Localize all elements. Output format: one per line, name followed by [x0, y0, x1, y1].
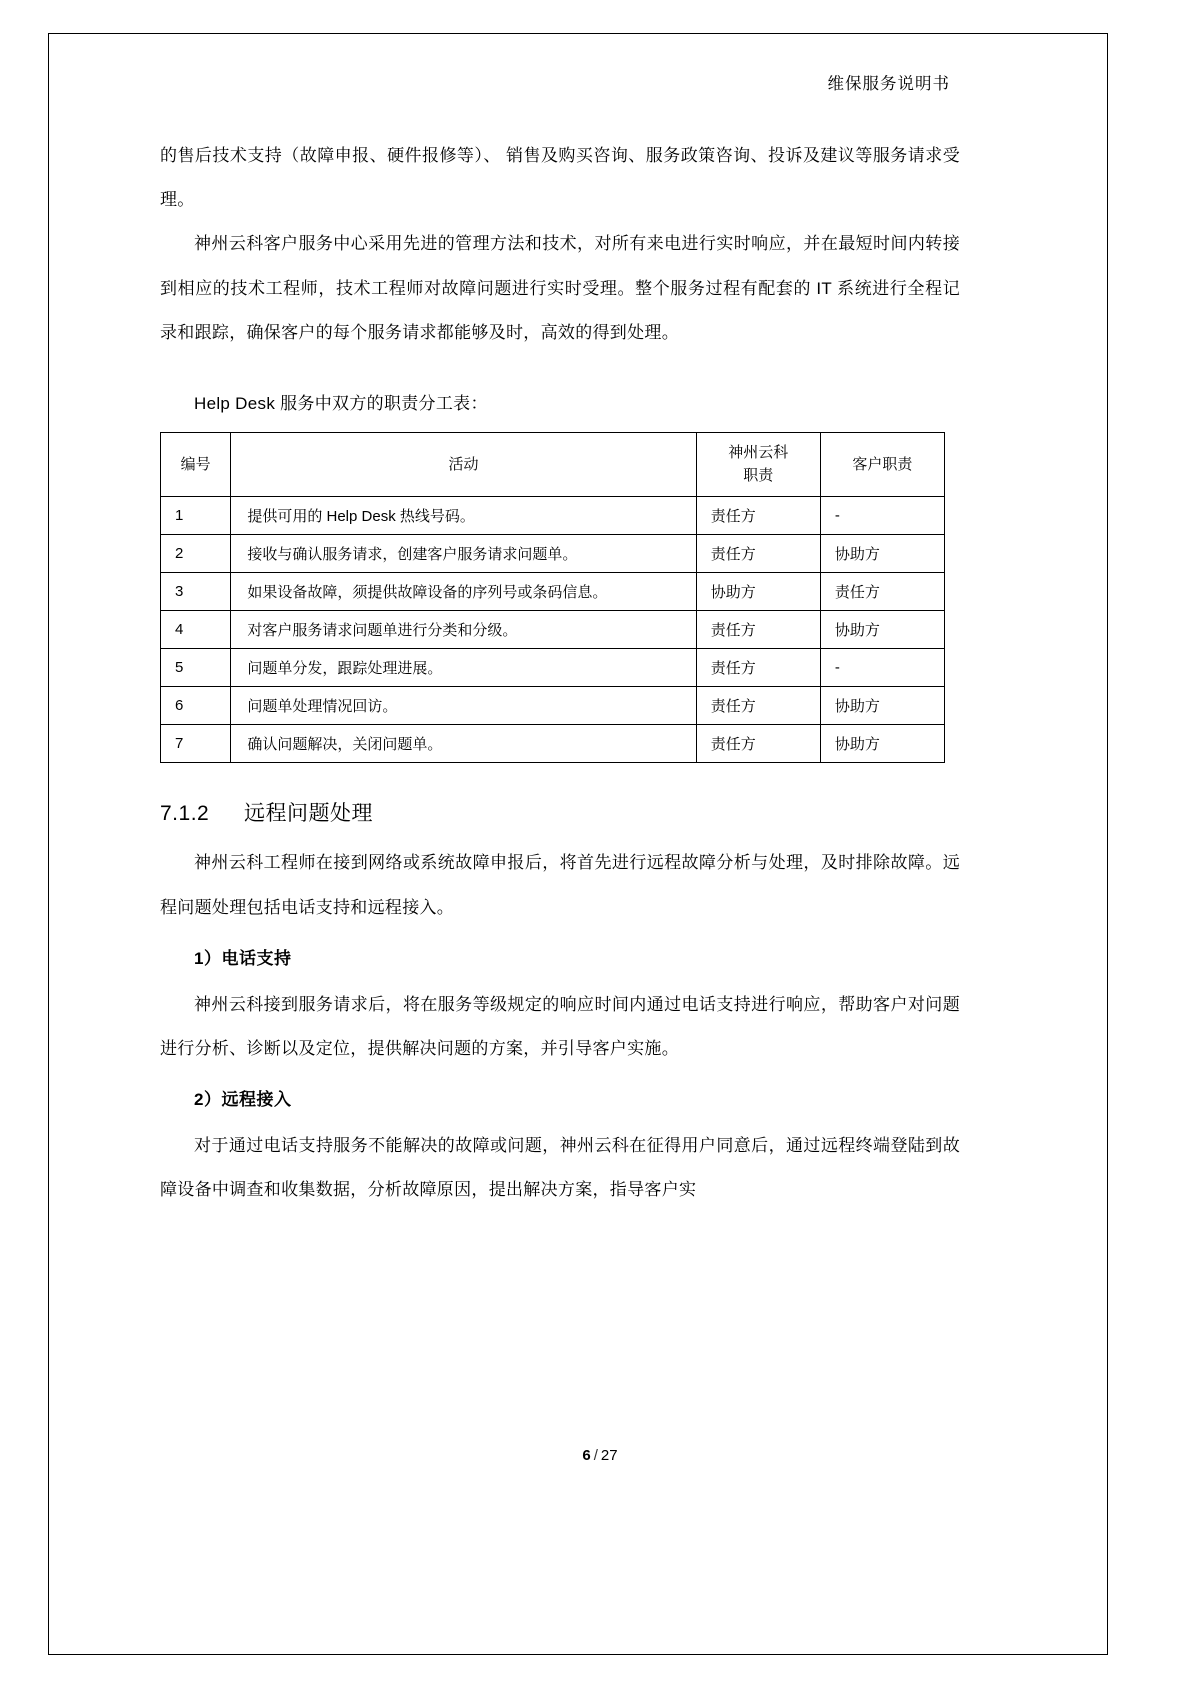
cell-customer: 协助方: [820, 687, 944, 725]
section-number: 7.1.2: [160, 802, 210, 826]
page-footer: [0, 1447, 1200, 1464]
cell-zhongyun: 协助方: [696, 573, 820, 611]
cell-zhongyun: 责任方: [696, 687, 820, 725]
cell-number: 6: [161, 687, 231, 725]
cell-customer: 责任方: [820, 573, 944, 611]
cell-number: 5: [161, 649, 231, 687]
cell-customer: -: [820, 649, 944, 687]
spacer: [160, 1110, 960, 1124]
footer-total-pages: 27: [600, 1447, 618, 1464]
cell-customer: 协助方: [820, 535, 944, 573]
cell-number: 3: [161, 573, 231, 611]
table-row: [161, 497, 945, 535]
paragraph-5: 对于通过电话支持服务不能解决的故障或问题，神州云科在征得用户同意后，通过远程终端登陆到故障设备中调查和收集数据，分析故障原因，提出解决方案，指导客户实: [160, 1136, 960, 1200]
table-row: [161, 687, 945, 725]
cell-customer: 协助方: [820, 611, 944, 649]
cell-customer: -: [820, 497, 944, 535]
cell-customer: 协助方: [820, 725, 944, 763]
document-header-title: 维保服务说明书: [827, 75, 950, 93]
subheading-remote-access: 2）远程接入: [194, 1090, 292, 1110]
spacer: [160, 969, 960, 983]
cell-activity: 提供可用的 Help Desk 热线号码。: [231, 497, 696, 535]
table-row: [161, 725, 945, 763]
spacer: [160, 930, 960, 944]
duty-table: [160, 432, 945, 763]
cell-number: 7: [161, 725, 231, 763]
section-title: 远程问题处理: [244, 802, 373, 826]
paragraph-3: 神州云科工程师在接到网络或系统故障申报后，将首先进行远程故障分析与处理，及时排除故障。远程问题处理包括电话支持和远程接入。: [160, 853, 960, 917]
cell-activity: 确认问题解决，关闭问题单。: [231, 725, 696, 763]
table-row: [161, 649, 945, 687]
spacer: [160, 1071, 960, 1085]
section-heading: [160, 797, 960, 827]
table-header-row: [161, 433, 945, 497]
table-body: [161, 497, 945, 763]
paragraph-4: 神州云科接到服务请求后，将在服务等级规定的响应时间内通过电话支持进行响应，帮助客户对问题进行分析、诊断以及定位，提供解决问题的方案，并引导客户实施。: [160, 994, 960, 1058]
spacer: [160, 355, 960, 385]
table-row: [161, 535, 945, 573]
cell-activity: 问题单处理情况回访。: [231, 687, 696, 725]
table-caption: Help Desk 服务中双方的职责分工表：: [194, 393, 488, 413]
cell-activity: 如果设备故障，须提供故障设备的序列号或条码信息。: [231, 573, 696, 611]
th-zhongyun-line1: 神州云科: [728, 444, 789, 462]
spacer: [160, 827, 960, 841]
cell-number: 1: [161, 497, 231, 535]
cell-activity: 接收与确认服务请求，创建客户服务请求问题单。: [231, 535, 696, 573]
cell-zhongyun: 责任方: [696, 649, 820, 687]
paragraph-1: 的售后技术支持（故障申报、硬件报修等）、 销售及购买咨询、服务政策咨询、投诉及建议等服务请求受理。: [160, 146, 960, 210]
subheading-phone-support: 1）电话支持: [194, 948, 292, 968]
th-customer-duty: 客户职责: [820, 433, 944, 497]
cell-zhongyun: 责任方: [696, 725, 820, 763]
th-zhongyun-line2: 职责: [743, 466, 774, 484]
table-row: [161, 573, 945, 611]
th-zhongyun-duty: [696, 433, 820, 497]
cell-zhongyun: 责任方: [696, 611, 820, 649]
footer-page-number: 6: [582, 1447, 591, 1464]
cell-zhongyun: 责任方: [696, 535, 820, 573]
cell-zhongyun: 责任方: [696, 497, 820, 535]
cell-activity: 问题单分发，跟踪处理进展。: [231, 649, 696, 687]
cell-number: 2: [161, 535, 231, 573]
page-content: [160, 70, 960, 1212]
th-number: 编号: [161, 433, 231, 497]
cell-activity: 对客户服务请求问题单进行分类和分级。: [231, 611, 696, 649]
cell-number: 4: [161, 611, 231, 649]
paragraph-2: 神州云科客户服务中心采用先进的管理方法和技术，对所有来电进行实时响应，并在最短时间内转接到相应的技术工程师，技术工程师对故障问题进行实时受理。整个服务过程有配套的 IT 系统进行全程记录和跟踪，确保客户的每个服务请求都能够及时，高效的得到处理。: [160, 234, 960, 342]
footer-separator: /: [593, 1447, 598, 1464]
th-activity: 活动: [231, 433, 696, 497]
table-row: [161, 611, 945, 649]
